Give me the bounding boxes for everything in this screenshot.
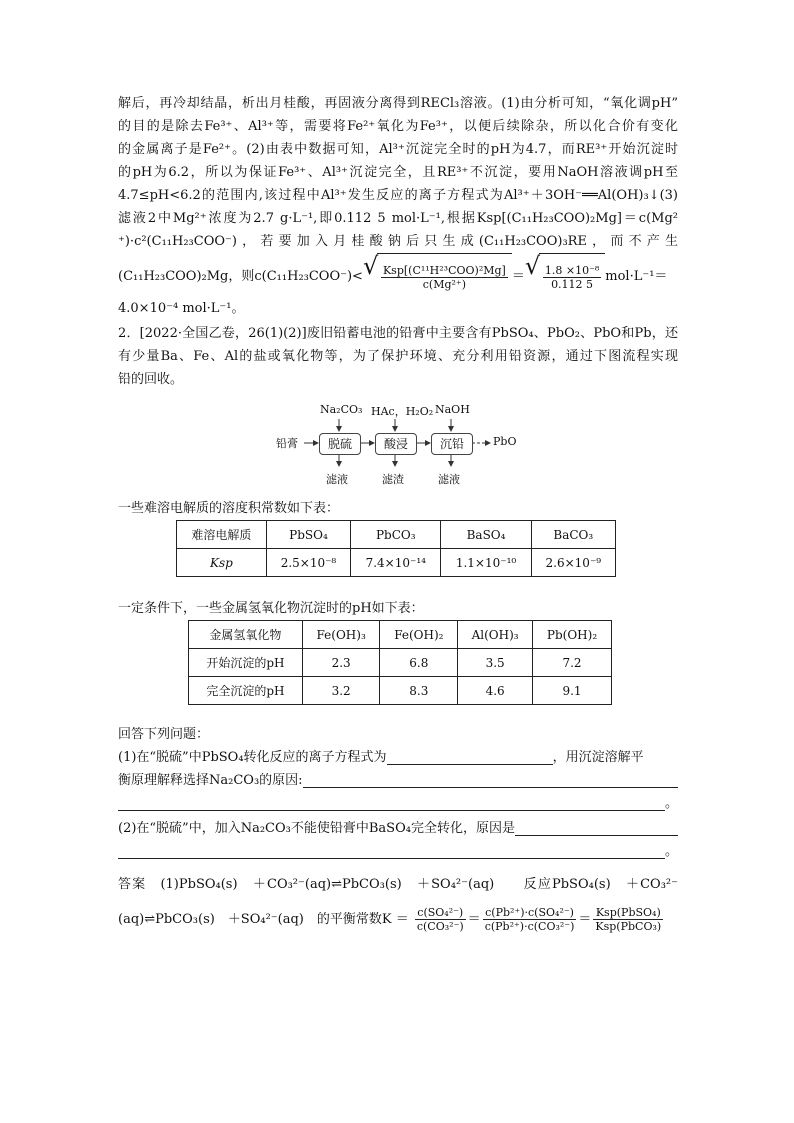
table-cell: 7.2 xyxy=(533,649,612,677)
equals-sign: ＝ xyxy=(467,912,481,927)
fraction-numerator: Ksp(PbSO₄) xyxy=(593,906,663,920)
table-cell: 3.5 xyxy=(458,649,533,677)
fraction-numerator: Ksp[(C¹¹H²³COO)²Mg] xyxy=(382,264,506,277)
table-header-cell: BaSO₄ xyxy=(441,521,531,549)
question-2 xyxy=(118,322,678,391)
text-line: 2．[2022·全国乙卷，26(1)(2)]废旧铅蓄电池的铅膏中主要含有PbSO₄、PbO₂、PbO和Pb，还 xyxy=(118,326,678,341)
table-row xyxy=(189,621,612,649)
question-1-line xyxy=(118,746,678,769)
table-cell: 6.8 xyxy=(380,649,458,677)
flow-start-label: 铅膏 xyxy=(276,437,298,450)
answer-section xyxy=(118,873,678,942)
text-line: 的金属离子是Fe²⁺。(2)由表中数据可知，Al³⁺沉淀完全时的pH为4.7，而RE³⁺开始沉淀时 xyxy=(118,142,678,157)
answer-blank[interactable] xyxy=(118,844,665,859)
question-1-line xyxy=(118,792,678,815)
questions-prompt: 回答下列问题： xyxy=(118,727,210,742)
table-row-label: 完全沉淀的pH xyxy=(189,677,303,705)
table-cell: 9.1 xyxy=(533,677,612,705)
flow-step-acid-leach: 酸浸 xyxy=(375,433,417,455)
text-line: 滤液2中Mg²⁺浓度为2.7 g·L⁻¹,即0.112 5 mol·L⁻¹,根据Ksp[(C₁₁H₂₃COO)₂Mg]＝c(Mg² xyxy=(118,211,678,226)
text-line: ⁺)·c²(C₁₁H₂₃COO⁻)，若要加入月桂酸钠后只生成(C₁₁H₂₃COO)₃RE，而不产生 xyxy=(118,234,678,249)
flow-step-desulfurize: 脱硫 xyxy=(319,433,361,455)
table-cell: 2.6×10⁻⁹ xyxy=(531,549,615,577)
text-line: 有少量Ba、Fe、Al的盐或氧化物等，为了保护环境、充分利用铅资源，通过下图流程实现 xyxy=(118,349,678,364)
question-2-line xyxy=(118,840,678,863)
table-row-label: 开始沉淀的pH xyxy=(189,649,303,677)
text-segment: 衡原理解释选择Na₂CO₃的原因: xyxy=(118,773,303,788)
questions-section xyxy=(118,723,678,863)
fraction-denominator: c(Pb²⁺)·c(CO₃²⁻) xyxy=(484,920,575,933)
table-row xyxy=(177,549,616,577)
answer-blank[interactable] xyxy=(387,750,553,765)
flow-reagent-label: Na₂CO₃ xyxy=(320,403,363,416)
answer-formula-line xyxy=(118,898,678,942)
table-cell: 2.3 xyxy=(302,649,380,677)
question-2-line xyxy=(118,817,678,840)
fraction-numerator: 1.8 ×10⁻⁸ xyxy=(544,264,600,277)
text-segment: (aq)⇌PbCO₃(s) ＋SO₄²⁻(aq) 的平衡常数K ＝ xyxy=(118,912,409,927)
table-row-label: Ksp xyxy=(177,549,267,577)
text-segment: 。 xyxy=(664,796,678,811)
text-segment: 。 xyxy=(664,844,678,859)
table-header-cell: Pb(OH)₂ xyxy=(533,621,612,649)
answer-blank[interactable] xyxy=(303,773,678,788)
fraction xyxy=(593,906,663,933)
answer-blank[interactable] xyxy=(118,796,665,811)
table-header-cell: BaCO₃ xyxy=(531,521,615,549)
text-line: 铅的回收。 xyxy=(118,372,184,387)
text-segment: (1)在“脱硫”中PbSO₄转化反应的离子方程式为 xyxy=(118,750,387,765)
fraction-numerator: c(Pb²⁺)·c(SO₄²⁻) xyxy=(483,906,577,920)
table-header-cell: PbCO₃ xyxy=(351,521,441,549)
table-cell: 4.6 xyxy=(458,677,533,705)
table-intro: 一定条件下，一些金属氢氧化物沉淀时的pH如下表： xyxy=(118,601,424,616)
equals-sign: ＝ xyxy=(578,912,592,927)
table-cell: 2.5×10⁻⁸ xyxy=(266,549,350,577)
fraction-denominator: c(CO₃²⁻) xyxy=(416,920,464,933)
table-row xyxy=(177,521,616,549)
answer-blank[interactable] xyxy=(515,821,678,836)
text-line: 解后，再冷却结晶，析出月桂酸，再固液分离得到RECl₃溶液。(1)由分析可知，“氧化调pH” xyxy=(118,96,678,111)
table-header-cell: PbSO₄ xyxy=(266,521,350,549)
flow-output-label: 滤液 xyxy=(438,473,460,486)
table-header-cell: 金属氢氧化物 xyxy=(189,621,303,649)
table-cell: 1.1×10⁻¹⁰ xyxy=(441,549,531,577)
unit-text: mol·L⁻¹＝ xyxy=(605,269,668,284)
sqrt-expression: √ $\frac{\text{Ksp[(C¹¹H²³COO)²Mg]}}{\text{c(Mg²⁺)}}$ xyxy=(363,253,512,300)
table-header-cell: 难溶电解质 xyxy=(177,521,267,549)
table-cell: 8.3 xyxy=(380,677,458,705)
text-segment: ，用沉淀溶解平 xyxy=(552,750,644,765)
flow-reagent-label: NaOH xyxy=(435,403,470,416)
document-content xyxy=(118,92,678,942)
text-line: 的目的是除去Fe³⁺、Al³⁺等，需要将Fe²⁺氧化为Fe³⁺，以便后续除杂，所以化合价有变化 xyxy=(118,119,678,134)
fraction xyxy=(483,906,577,933)
flow-output-label: 滤液 xyxy=(326,473,348,486)
flow-output-label: 滤渣 xyxy=(382,473,404,486)
fraction-denominator: Ksp(PbCO₃) xyxy=(595,920,662,933)
table-header-cell: Fe(OH)₃ xyxy=(302,621,380,649)
answer-line: 答案 (1)PbSO₄(s) ＋CO₃²⁻(aq)⇌PbCO₃(s) ＋SO₄²⁻(aq) 反应PbSO₄(s) ＋CO₃²⁻ xyxy=(118,877,678,892)
flow-step-precipitate-lead: 沉铅 xyxy=(431,433,473,455)
table-header-cell: Al(OH)₃ xyxy=(458,621,533,649)
flow-reagent-label: HAc，H₂O₂ xyxy=(371,405,434,418)
process-flowchart xyxy=(118,397,678,495)
table-intro: 一些难溶电解质的溶度积常数如下表： xyxy=(118,501,340,516)
text-segment: (C₁₁H₂₃COO)₂Mg，则c(C₁₁H₂₃COO⁻)< xyxy=(118,269,363,284)
fraction-numerator: c(SO₄²⁻) xyxy=(415,906,466,920)
text-line: 4.0×10⁻⁴ mol·L⁻¹。 xyxy=(118,301,245,316)
table-row xyxy=(189,677,612,705)
solution-paragraph xyxy=(118,92,678,320)
fraction-denominator: 0.112 5 xyxy=(551,278,594,291)
table-cell: 7.4×10⁻¹⁴ xyxy=(351,549,441,577)
formula-line xyxy=(118,253,678,297)
ph-table xyxy=(188,620,612,705)
table-header-cell: Fe(OH)₂ xyxy=(380,621,458,649)
text-segment: (2)在“脱硫”中，加入Na₂CO₃不能使铅膏中BaSO₄完全转化，原因是 xyxy=(118,821,515,836)
question-1-line xyxy=(118,769,678,792)
text-line: 的pH为6.2，所以为保证Fe³⁺、Al³⁺沉淀完全，且RE³⁺不沉淀，要用NaOH溶液调pH至 xyxy=(118,165,678,180)
table-row xyxy=(189,649,612,677)
ksp-table xyxy=(176,520,616,577)
equals-sign: ＝ xyxy=(511,269,525,284)
text-line: 4.7≤pH<6.2的范围内,该过程中Al³⁺发生反应的离子方程式为Al³⁺＋3OH⁻══Al(OH)₃↓(3) xyxy=(118,188,678,203)
table-cell: 3.2 xyxy=(302,677,380,705)
fraction xyxy=(415,906,466,933)
sqrt-expression: √ $\frac{\text{1.8 ×10⁻⁸}}{0.112 5}$ xyxy=(525,253,605,300)
flow-end-label: PbO xyxy=(493,435,517,448)
fraction-denominator: c(Mg²⁺) xyxy=(422,278,467,291)
